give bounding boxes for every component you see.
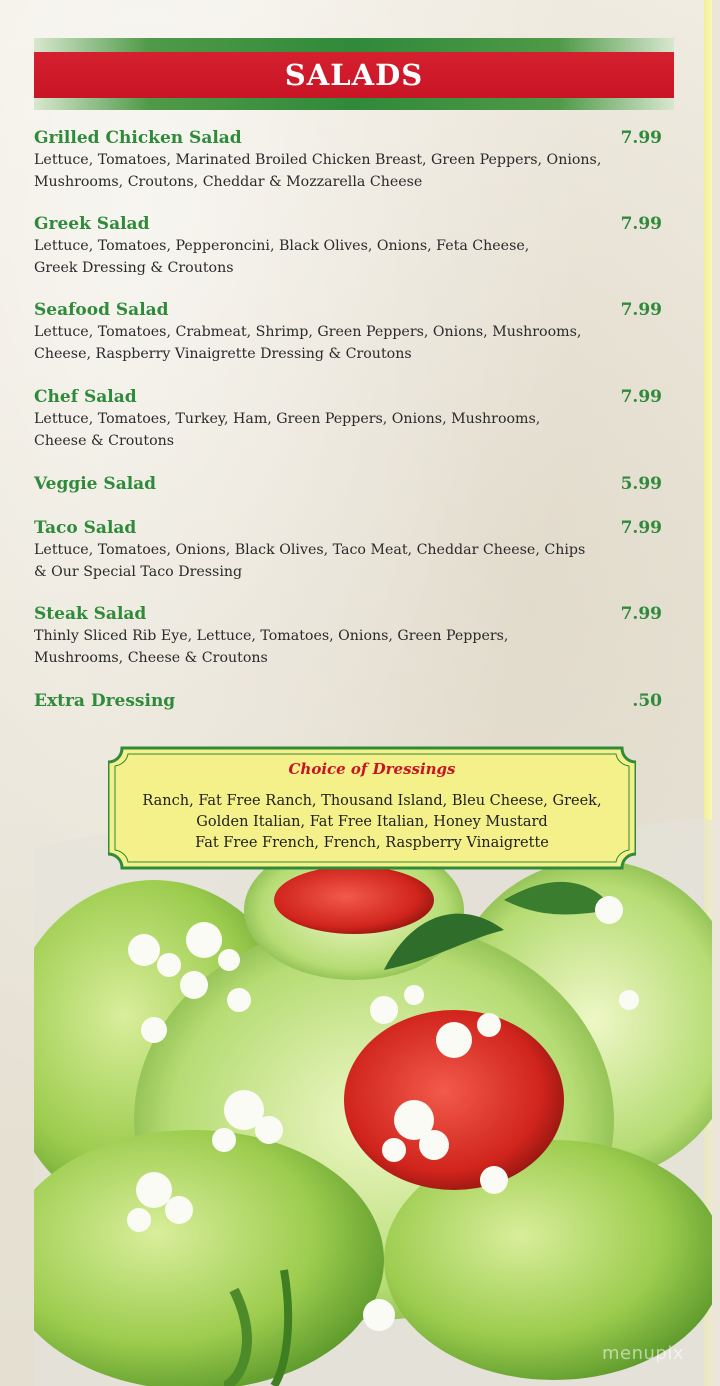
item-name: Taco Salad xyxy=(34,518,137,538)
item-description-line: Cheese, Raspberry Vinaigrette Dressing & Croutons xyxy=(34,346,412,362)
item-description-line: Mushrooms, Cheese & Croutons xyxy=(34,650,268,666)
menu-item-greek-salad xyxy=(34,213,664,279)
item-name: Grilled Chicken Salad xyxy=(34,128,242,148)
menu-item-taco-salad xyxy=(34,517,664,583)
item-name: Chef Salad xyxy=(34,387,137,407)
item-price: 7.99 xyxy=(620,387,662,407)
menu-item-extra-dressing xyxy=(34,690,664,712)
item-description-line: Cheese & Croutons xyxy=(34,433,175,449)
menu-item-steak-salad xyxy=(34,603,664,669)
dressings-line: Golden Italian, Fat Free Italian, Honey Mustard xyxy=(196,814,548,830)
watermark-text: menupix xyxy=(601,1343,684,1364)
item-description-line: Lettuce, Tomatoes, Onions, Black Olives, Taco Meat, Cheddar Cheese, Chips xyxy=(34,542,586,558)
item-name: Extra Dressing xyxy=(34,691,176,711)
salad-photo xyxy=(34,790,712,1386)
dressings-line: Fat Free French, French, Raspberry Vinaigrette xyxy=(195,835,549,851)
item-description-line: Greek Dressing & Croutons xyxy=(34,260,234,276)
menu-item-veggie-salad xyxy=(34,473,664,495)
dressings-box xyxy=(108,746,636,870)
item-description-line: & Our Special Taco Dressing xyxy=(34,564,243,580)
item-price: 7.99 xyxy=(620,214,662,234)
item-description-line: Lettuce, Tomatoes, Turkey, Ham, Green Peppers, Onions, Mushrooms, xyxy=(34,411,541,427)
item-description-line: Lettuce, Tomatoes, Marinated Broiled Chicken Breast, Green Peppers, Onions, xyxy=(34,152,602,168)
item-description-line: Lettuce, Tomatoes, Crabmeat, Shrimp, Green Peppers, Onions, Mushrooms, xyxy=(34,324,582,340)
item-name: Steak Salad xyxy=(34,604,147,624)
menu-item-seafood-salad xyxy=(34,299,664,365)
item-name: Seafood Salad xyxy=(34,300,169,320)
title-banner xyxy=(34,52,674,98)
page-title: SALADS xyxy=(284,58,424,92)
menu-item-grilled-chicken-salad xyxy=(34,127,664,193)
item-description-line: Lettuce, Tomatoes, Pepperoncini, Black Olives, Onions, Feta Cheese, xyxy=(34,238,530,254)
dressings-title: Choice of Dressings xyxy=(288,760,456,778)
salad-illustration xyxy=(34,790,712,1386)
item-price: 7.99 xyxy=(620,518,662,538)
item-price: 7.99 xyxy=(620,604,662,624)
item-description-line: Mushrooms, Croutons, Cheddar & Mozzarella Cheese xyxy=(34,174,423,190)
item-name: Greek Salad xyxy=(34,214,150,234)
dressings-line: Ranch, Fat Free Ranch, Thousand Island, Bleu Cheese, Greek, xyxy=(142,793,602,809)
item-price: 7.99 xyxy=(620,128,662,148)
item-price: 7.99 xyxy=(620,300,662,320)
menu-item-chef-salad xyxy=(34,386,664,452)
item-name: Veggie Salad xyxy=(34,474,157,494)
item-description-line: Thinly Sliced Rib Eye, Lettuce, Tomatoes, Onions, Green Peppers, xyxy=(34,628,509,644)
item-price: 5.99 xyxy=(620,474,662,494)
item-price: .50 xyxy=(632,691,662,711)
